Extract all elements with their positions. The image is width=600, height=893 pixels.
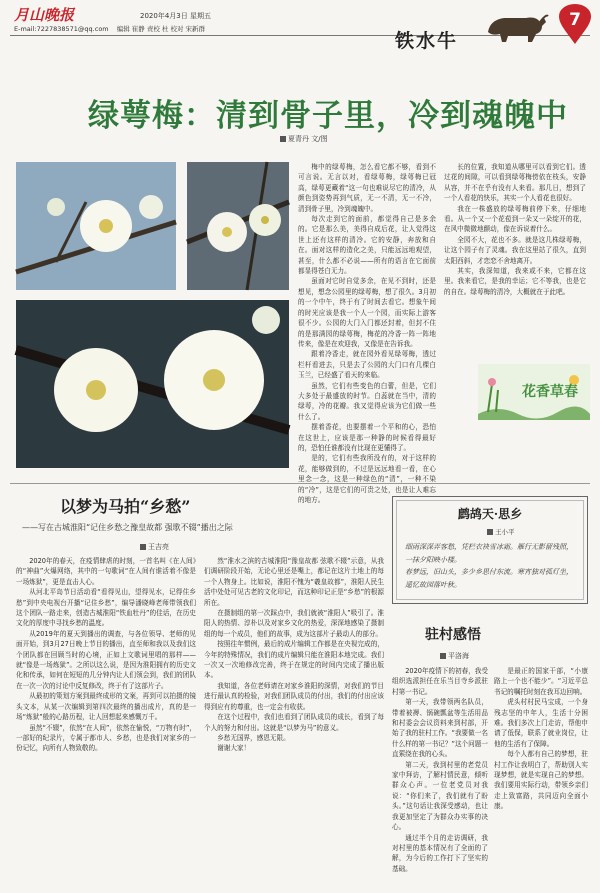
flower-ad-text: 花香草春 xyxy=(522,384,578,400)
article2-subtitle: ——写在古城淮阳“记住乡愁之豫皇故都 强歌不辍”播出之际 xyxy=(22,523,233,532)
paragraph: 虽面对它时自觉多余，在见不到时，还是想见，想念公园里的绿萼梅，想了很久。3月初的一个中午，终于有了时间去看它。想象午间的时光应该是我一个人一个园，而实际上游客很不少。公园的大门入门都还封着，但封不住的是那满园的绿萼梅，梅花的冷香一阵一阵地传来，像是在欢迎我，又像是在告诉我。 xyxy=(298,277,436,348)
paragraph: 通过半个月的走访调研，我对村里的基本情况有了全面的了解，为今后的工作打下了坚实的基础。 xyxy=(392,833,488,873)
plum-blossom-photo-1 xyxy=(16,162,176,290)
plum-blossom-photo-2 xyxy=(187,162,289,290)
bull-icon xyxy=(480,6,550,46)
flower-ad-graphic xyxy=(478,364,590,420)
article-byline: 夏青丹 文/图 xyxy=(280,134,328,144)
paragraph: 每次走到它的面前，都觉得自己是多余的。它是那么美，美得自成后花，让人觉得这世上还有这样的清冷。它的安静，奔放和自在。面对这样的造化之美，只能远远地观望，甚至，什么都不必说——所有的语言在它面前都显得苍白无力。 xyxy=(298,215,436,276)
article3-col-2 xyxy=(494,666,588,886)
masthead xyxy=(10,4,590,66)
article1-col-1 xyxy=(298,162,436,504)
article2-col-2 xyxy=(204,556,384,886)
poem-title: 鹧鸪天·思乡 xyxy=(457,507,523,521)
issue-date: 2020年4月3日 星期五 xyxy=(140,12,211,20)
plum-blossom-photo-3 xyxy=(16,300,289,468)
paragraph: 2020年疫情下的初春，我受组织选派担任在乐当目寺乡派驻村第一书记。 xyxy=(392,667,488,696)
paragraph: 跟着冷香走，就在园外看见绿萼梅，透过栏杆看进去，只是去了公园的大门口有几棵白玉兰，已经盛了看天的来临。 xyxy=(298,350,436,380)
article2-col-1 xyxy=(16,556,196,886)
poem-line: 春梦远，旧山头，多少乡思付东流。寒宵独对孤灯坐，遥忆故园落叶秋。 xyxy=(405,568,573,589)
paragraph: 第二天，我到村里的老党员家中拜访，了解村情民意，倾听群众心声。一位老党员对我说：“你们来了，我们就有了盼头。”这句话让我深受感动，也让我更加坚定了为群众办实事的决心。 xyxy=(392,760,488,832)
poem-lines xyxy=(405,541,577,591)
paragraph: 全园不大，花也不多。就是这几株绿萼梅，让这个园子有了灵魂。我在这里站了很久，直到太阳西斜，才恋恋不舍地离开。 xyxy=(444,235,586,265)
paragraph: 2020年的春天，在疫情肆虐的时刻，一首名叫《在人间》的“神曲”火爆网络，其中的一句歌词“在人间有谁活着不像是一场炼狱”，更是直击人心。 xyxy=(16,557,196,586)
article3-byline: 平洛海 xyxy=(440,651,469,661)
editors-line: 编辑 崔静 责校 杜 校对 宋新群 xyxy=(116,25,206,33)
paragraph: 虽然“不辍”，依然“在人间”，依然在愉悦，“万物有时”，一部好的纪录片，专属于都市人、乡愁，也是我们对家乡的一份记忆，向所有人物致敬的。 xyxy=(16,723,196,753)
paragraph: 我在一株盛放的绿萼梅前停下来，仔细地看。从一个又一个花苞到一朵又一朵绽开的花，在风中微微地颤动，像在诉说着什么。 xyxy=(444,204,586,234)
paragraph: 每个人都有自己的梦想，驻村工作让我明白了，帮助别人实现梦想，就是实现自己的梦想。我们要用实际行动，带领乡亲们走上致富路，共同迈向全面小康。 xyxy=(494,750,588,811)
paragraph: 虽然，它们有些变色的白蕾，但是，它们大多处于最盛放的时节。白蕊就在当中，清的绿萼，冷的花瓣。我又觉得应该为它们做一些什么了。 xyxy=(298,381,436,421)
page-number-badge xyxy=(559,4,591,44)
article2-title: 以梦为马拍“乡愁” xyxy=(60,497,191,516)
paragraph: 长的位置，我知道从哪里可以看到它们。透过花的间隙，可以看到绿萼梅傍依在枝头，安静从容，并不在乎有没有人来看。那几日，想到了一个人看花的快乐，其实一个人看花也很好。 xyxy=(444,163,586,203)
paragraph: 我知道，各位老师请在对家乡淮阳的深情，对我们的节目进行最认真的检验，对我们团队成员的付出，我们的付出应该得到应有的尊重，也一定会有收获。 xyxy=(204,681,384,711)
paragraph: 摆着香花，也要摆着一个平和的心，恐怕在这世上，应该是那一种静的时候看得最好的，恐怕任谁都没有比现在更懂得了。 xyxy=(298,423,436,452)
contact-email: E-mail:7227838571@qq.com xyxy=(14,25,109,33)
paragraph: 从2019年的夏天到播出的调查，与各位领导、老师的见面开始，到3月27日晚上节目的播出，直至师和我以及我们这个团队都在回顾当时的心境，正如上文歌词里唱的那样——就“像是一场炼狱”。之所以这么说，是因为淮阳拥有的历史文化和传承，如何在短短的几分钟内让人们领会到，我们的团队在一次一次的讨论中反复修改，终于有了这部片子。 xyxy=(16,629,196,690)
article3-col-1 xyxy=(392,666,488,886)
page-number: 7 xyxy=(569,10,581,30)
paragraph: 是的，它们有些我所没有的，对于这样的花，能够做到的，不过是远远地看一看，在心里念一念，这是一种绿色的“清”，一种不染的“冷”，这是它们的可贵之处，也是让人难忘的地方。 xyxy=(298,454,436,504)
paragraph: 从河北平岛节日活动看“看得见山，望得见水，记得住乡愁”到中央电视台开播“记住乡愁”，编导潘晓峰老师带领我们这个团队一路走来，创造古城淮阳“铁血牡丹”的佳话，在历史文化的厚度中寻找乡愁的温度。 xyxy=(16,588,196,628)
section-name: 铁水牛 xyxy=(395,30,459,52)
paragraph: 在摄制组的第一次踩点中，我们就被“淮阳人”吸引了。淮阳人的热情、淳朴以及对家乡文化的热爱，深深地感染了摄制组的每一个成员，他们的故事，成为这部片子最动人的部分。 xyxy=(204,609,384,638)
paragraph: 其实，我深知道，我来或不来，它都在这里。我来看它，是我的幸运；它不等我，也是它的自在。绿萼梅的清冷，大概就在于此吧。 xyxy=(444,267,586,296)
poem-byline: 王小平 xyxy=(487,527,515,536)
poem-line: 细雨深深弄客愁，凭栏衣袂雪冰霜。雁行无影留残照，一抹夕阳映小楼。 xyxy=(405,543,573,564)
paragraph: 是最正的国家干部，“小康路上一个也不能少”。“习近平总书记的嘱托时刻在我耳边回响。 xyxy=(494,667,588,696)
paragraph: 乡愁无国界，感恩无限。 xyxy=(217,733,290,742)
paragraph: 从最初的策划方案到最终成形的文案，再到可以拍摄的镜头文本，从某一次编辑到第四次最终的播出成片，真的是一场“炼狱”般的心路历程，让人回想起来感慨万千。 xyxy=(16,692,196,722)
contact-line xyxy=(14,24,205,33)
article2-byline: 王吉亮 xyxy=(140,542,169,552)
article3-title: 驻村感悟 xyxy=(425,627,481,643)
paragraph: 然“淮水之滨的古城淮阳“豫皇故都 弦歌不辍”示意，从我们调研阶段开始，无论心里还是嘴上，都记在这片土地上的每一个人物身上。比如说，淮阳不愧为“羲皇故都”，淮阳人民生活中处处可见古老的文化印记，而这种印记正是“乡愁”的根源所在。 xyxy=(204,557,384,607)
paragraph: 在这个过程中，我们也看到了团队成员的成长，看到了每个人的努力和付出。这就是“以梦为马”的意义。 xyxy=(204,713,384,732)
paragraph: 虎头村村民马宝成，一个身残志坚的中年人，生活十分困难。我们多次上门走访，帮他申请了低保，联系了就业岗位，让他的生活有了保障。 xyxy=(494,698,588,748)
paragraph: 第一天，我带领两名队员，带着被褥、锅碗瓢盆等生活用品和村委会会议资料来到村部，开始了我的驻村工作。“我要做一名什么样的第一书记？”这个问题一直萦绕在我的心头。 xyxy=(392,698,488,759)
section-divider xyxy=(10,483,590,484)
article1-col-2 xyxy=(444,162,586,358)
paragraph: 按照往年惯例，最后的成片编辑工作都是在央视完成的，今年的特殊情况，我们的成片编辑只能在淮阳本地完成。我们一次又一次地修改完善，终于在规定的时间内完成了播出版本。 xyxy=(204,640,384,680)
poem-box xyxy=(392,496,588,604)
paragraph: 谢谢大家！ xyxy=(217,744,251,753)
newspaper-logo: 月山晚报 xyxy=(14,6,75,24)
article-title: 绿萼梅：清到骨子里，冷到魂魄中 xyxy=(88,98,568,134)
paragraph: 梅中的绿萼梅，怎么看它都不够，看到不可言说。无言以对，看绿萼梅，绿萼梅已冠高，绿萼更藏着“这一句也难说尽它的清冷，从颜色到姿势再到气质，无一不清，无一不冷，清到骨子里，冷到魂魄中。 xyxy=(298,163,436,213)
